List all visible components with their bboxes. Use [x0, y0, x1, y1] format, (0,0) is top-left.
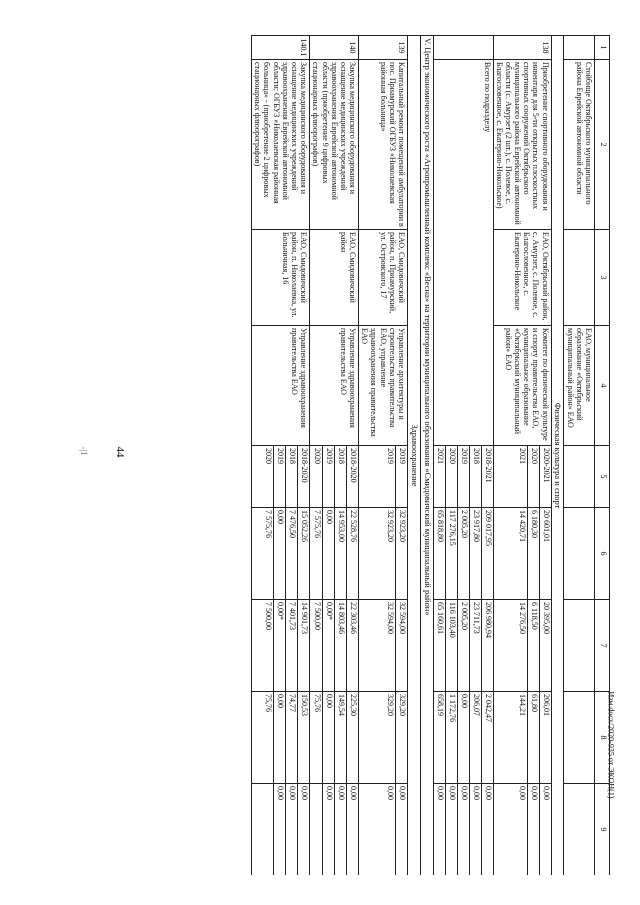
row-number: 140.1 [252, 36, 310, 60]
row-name: Приобретение спортивного оборудования и инвентаря для 5-ти открытых плоскостных спортивных сооружений Октябрьского муниципального района Еврейской автономной области (с. Амурзет (2 шт.), с. Полевое, с. Благословенное, с. Екатерино-Никольское) [493, 60, 551, 230]
row-periods [359, 446, 408, 508]
header-col-9: 9 [595, 784, 610, 876]
table-row-140 [310, 36, 359, 876]
period-cell: 2018 [334, 446, 346, 507]
row-col9 [433, 784, 493, 876]
value-cell: 329,20 [395, 692, 407, 783]
value-cell: 20 395,00 [539, 600, 551, 691]
row-col7 [310, 600, 359, 692]
value-cell: 65 160,61 [435, 602, 445, 634]
table-row-139 [359, 36, 408, 876]
period-cell: 2019 [322, 446, 334, 507]
continuation-executor: ЕАО, муниципальное образование «Октябрьский муниципальный район» ЕАО [564, 326, 595, 446]
period-cell: 2019 [457, 446, 469, 507]
period-cell: 2018 [469, 446, 481, 507]
table-row-continuation [564, 36, 595, 876]
row-col9 [252, 784, 310, 876]
header-col-1: 1 [595, 36, 610, 60]
section-row-health [408, 36, 421, 876]
rotated-content [80, 35, 610, 875]
row-col8 [310, 692, 359, 784]
row-col8 [433, 692, 493, 784]
value-cell [311, 784, 322, 875]
value-cell: 0,00 [395, 784, 407, 875]
row-place: ЕАО, Октябрьский район, с. Амурзет, с. Полевое, с. Благословенное, с. Екатерино-Никольское [493, 230, 551, 326]
row-number: 140 [310, 36, 359, 60]
header-col-3: 3 [595, 230, 610, 326]
page-number: 44 [114, 446, 126, 458]
row-executor: Управление архитектуры и строительства правительства ЕАО, управление здравоохранения правительства ЕАО [359, 326, 408, 446]
value-cell: 6 180,30 [527, 508, 539, 599]
value-cell: 32 923,20 [395, 508, 407, 599]
value-cell: 0,00 [273, 692, 285, 783]
row-col6 [493, 508, 551, 600]
section-title-sport: Физическая культура и спорт [551, 36, 564, 876]
value-cell: 0,00 [481, 784, 493, 875]
value-cell: 0,00 [469, 784, 481, 875]
period-cell: 2021 [435, 448, 445, 464]
value-cell: 0,00 [322, 784, 334, 875]
header-col-5: 5 [595, 446, 610, 508]
row-col6 [252, 508, 310, 600]
period-cell: 2018-2020 [297, 446, 309, 507]
period-cell: 2019 [395, 446, 407, 507]
period-cell: 2019 [273, 446, 285, 507]
value-cell: 0,00 [273, 784, 285, 875]
value-cell: 658,19 [435, 694, 445, 716]
value-cell: 206,01 [539, 692, 551, 783]
value-cell: 14 803,46 [334, 600, 346, 691]
value-cell: 0,00 [445, 784, 457, 875]
value-cell: 206,07 [469, 692, 481, 783]
continuation-name: Стойбище Октябрьского муниципального района Еврейской автономной области [564, 60, 595, 230]
value-cell: 0,00 [435, 786, 445, 800]
value-cell: 0,00 [346, 784, 358, 875]
row-name: Закупка медицинского оборудования и оснащение медицинских учреждений здравоохранения Еврейской автономной области: ОГБУЗ «Николаевская районная больница» - (приобретение 2 цифровых стационарных флюорографов) [252, 60, 310, 230]
row-executor: Управление здравоохранения правительства ЕАО [252, 326, 310, 446]
value-cell: 2 042,47 [481, 692, 493, 783]
row-number: 139 [359, 36, 408, 60]
value-cell: 206 980,94 [481, 600, 493, 691]
section-row-v [420, 36, 433, 876]
subtotal-label: Всего по подразделу [433, 60, 493, 446]
value-cell: 225,30 [346, 692, 358, 783]
value-cell: 23 917,80 [469, 508, 481, 599]
period-cell: 2018 [285, 446, 297, 507]
value-cell: 0,00 [285, 784, 297, 875]
value-cell: 149,54 [334, 692, 346, 783]
row-name: Капитальный ремонт помещений амбулатории в пос. Приамурский ОГБУЗ «Николаевская районная больница» [359, 60, 408, 230]
value-cell: 14 420,71 [517, 510, 527, 542]
row-place: ЕАО, Смидовичский район [310, 230, 359, 326]
header-row [595, 36, 610, 876]
value-cell: 15 052,26 [297, 508, 309, 599]
value-cell: 0,00 [297, 784, 309, 875]
value-cell: 0,00 [517, 786, 527, 800]
row-name: Закупка медицинского оборудования и оснащение медицинских учреждений здравоохранения Еврейской автономной области (приобретение 9 цифровых стационарных флюорографов) [310, 60, 359, 230]
row-col9 [493, 784, 551, 876]
row-col8 [252, 692, 310, 784]
header-col-8: 8 [595, 692, 610, 784]
row-executor: Комитет по физической культуре и спорту правительства ЕАО, муниципальное образование «Октябрьский муниципальный район» ЕАО [493, 326, 551, 446]
value-cell: 150,53 [297, 692, 309, 783]
row-number: 138 [493, 36, 551, 60]
table-row-138 [493, 36, 551, 876]
value-cell: 32 594,00 [395, 600, 407, 691]
header-col-2: 2 [595, 60, 610, 230]
value-cell: 20 601,01 [539, 508, 551, 599]
row-periods [252, 446, 310, 508]
value-cell: 75,76 [313, 694, 323, 712]
value-cell: 22 303,46 [346, 600, 358, 691]
value-cell: 0,00 [457, 692, 469, 783]
section-title-v: V. Центр экономического роста «Агропромышленный комплекс «Весна» на территории муниципального образования «Смидовичский муниципальный район» [420, 36, 433, 876]
value-cell: 23 711,73 [469, 600, 481, 691]
value-cell: 209 017,95 [481, 508, 493, 599]
period-cell: 2018-2020 [346, 446, 358, 507]
period-cell: 2020 [527, 446, 539, 507]
value-cell: 2 005,20 [457, 600, 469, 691]
row-place: ЕАО, Смидовичский район, п. Николаевка, ул. Больничная, 16 [252, 230, 310, 326]
period-cell: 2020 [264, 448, 274, 464]
table-row-140-1 [252, 36, 310, 876]
value-cell: 7 500,00 [313, 602, 323, 630]
header-col-4: 4 [595, 326, 610, 446]
period-cell: 2020-2021 [539, 446, 551, 507]
value-cell: 32 923,20 [386, 510, 396, 542]
value-cell: 0,00 [273, 508, 285, 599]
period-cell: 2019 [386, 448, 396, 464]
value-cell: 7 575,76 [264, 510, 274, 538]
value-cell: 0,00 [322, 508, 334, 599]
header-col-6: 6 [595, 508, 610, 600]
value-cell: 32 594,00 [386, 602, 396, 634]
row-col6 [310, 508, 359, 600]
value-cell: 2 005,20 [457, 508, 469, 599]
value-cell: 0,00 [386, 786, 396, 800]
header-col-7: 7 [595, 600, 610, 692]
value-cell: 7 575,76 [313, 510, 323, 538]
value-cell: 7 401,73 [285, 600, 297, 691]
row-col7 [252, 600, 310, 692]
row-col7 [493, 600, 551, 692]
rotated-page-area [80, 35, 610, 875]
row-col9 [310, 784, 359, 876]
value-cell: 0,00* [273, 600, 285, 691]
row-periods [310, 446, 359, 508]
value-cell: 0,00 [457, 784, 469, 875]
value-cell: 6 118,50 [527, 600, 539, 691]
value-cell: 75,76 [264, 694, 274, 712]
value-cell: 329,20 [386, 694, 396, 716]
row-col8 [493, 692, 551, 784]
value-cell: 0,00 [527, 784, 539, 875]
row-col8 [359, 692, 408, 784]
row-place: ЕАО, Смидовичский район, п. Приамурский, ул. Островского, 17 [359, 230, 408, 326]
row-col6 [433, 508, 493, 600]
value-cell: 0,00 [334, 784, 346, 875]
value-cell: 1 172,76 [445, 692, 457, 783]
value-cell: 144,21 [517, 694, 527, 716]
row-col7 [359, 600, 408, 692]
period-cell: 2020 [313, 448, 323, 464]
value-cell: 14 953,00 [334, 508, 346, 599]
period-cell: 2021 [517, 448, 527, 464]
value-cell: 117 276,15 [445, 508, 457, 599]
row-col6 [359, 508, 408, 600]
row-col7 [433, 600, 493, 692]
value-cell: 0,00 [539, 784, 551, 875]
value-cell: 116 103,40 [445, 600, 457, 691]
value-cell: 65 818,80 [435, 510, 445, 542]
value-cell: 61,80 [527, 692, 539, 783]
row-col9 [359, 784, 408, 876]
program-table [251, 35, 610, 875]
value-cell [262, 784, 273, 875]
value-cell: 7 476,50 [285, 508, 297, 599]
period-cell: 2018-2021 [481, 446, 493, 507]
value-cell: 74,77 [285, 692, 297, 783]
value-cell: 0,00* [322, 600, 334, 691]
document-footer: Изм.docx/2020-935 от ЭКОН(1) [606, 691, 616, 799]
value-cell: 14 901,73 [297, 600, 309, 691]
value-cell: 14 276,50 [517, 602, 527, 634]
section-row-sport [551, 36, 564, 876]
page-stamp: -|1 [79, 446, 89, 456]
row-periods [493, 446, 551, 508]
row-periods [433, 446, 493, 508]
value-cell: 22 528,76 [346, 508, 358, 599]
section-title-health: Здравоохранение [408, 36, 421, 876]
row-executor: Управление здравоохранения правительства ЕАО [310, 326, 359, 446]
value-cell: 0,00 [322, 692, 334, 783]
table-row-subtotal [433, 36, 493, 876]
period-cell: 2020 [445, 446, 457, 507]
value-cell: 7 500,00 [264, 602, 274, 630]
